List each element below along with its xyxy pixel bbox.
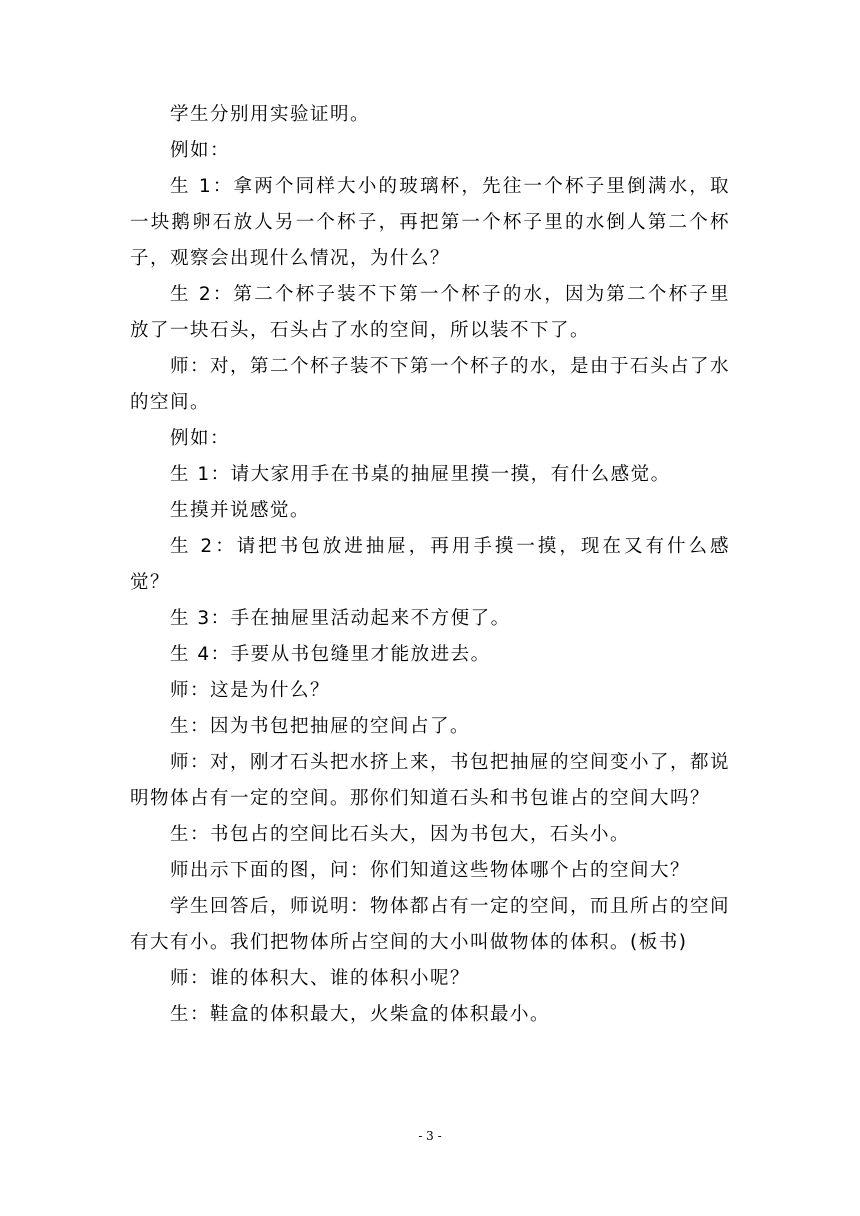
paragraph: 生 1：请大家用手在书桌的抽屉里摸一摸，有什么感觉。 xyxy=(170,464,671,485)
paragraph: 师：对，刚才石头把水挤上来，书包把抽屉的空间变小了，都说明物体占有一定的空间。那你们知道石头和书包谁占的空间大吗？ xyxy=(130,752,731,809)
paragraph: 生摸并说感觉。 xyxy=(170,500,311,521)
paragraph: 例如： xyxy=(170,428,231,449)
paragraph: 例如： xyxy=(170,140,231,161)
paragraph: 生 2：第二个杯子装不下第一个杯子的水，因为第二个杯子里放了一块石头，石头占了水的空间，所以装不下了。 xyxy=(130,284,730,341)
paragraph: 生 4：手要从书包缝里才能放进去。 xyxy=(170,644,491,665)
paragraph: 生：鞋盒的体积最大，火柴盒的体积最小。 xyxy=(170,1004,551,1025)
paragraph: 生 3：手在抽屉里活动起来不方便了。 xyxy=(170,608,511,629)
paragraph: 生 1：拿两个同样大小的玻璃杯，先往一个杯子里倒满水，取一块鹅卵石放人另一个杯子，再把第一个杯子里的水倒人第二个杯子，观察会出现什么情况，为什么？ xyxy=(130,176,730,269)
paragraph: 学生回答后，师说明：物体都占有一定的空间，而且所占的空间有大有小。我们把物体所占空间的大小叫做物体的体积。(板书) xyxy=(130,896,731,953)
document-body xyxy=(130,97,730,1033)
page-number: - 3 - xyxy=(418,1129,442,1143)
paragraph: 生：书包占的空间比石头大，因为书包大，石头小。 xyxy=(170,824,631,845)
paragraph: 师：对，第二个杯子装不下第一个杯子的水，是由于石头占了水的空间。 xyxy=(130,356,731,413)
paragraph: 生：因为书包把抽屉的空间占了。 xyxy=(170,716,471,737)
paragraph: 师出示下面的图，问：你们知道这些物体哪个占的空间大？ xyxy=(170,860,691,881)
paragraph: 生 2：请把书包放进抽屉，再用手摸一摸，现在又有什么感觉？ xyxy=(130,536,730,593)
paragraph: 学生分别用实验证明。 xyxy=(170,104,371,125)
paragraph: 师：谁的体积大、谁的体积小呢？ xyxy=(170,968,471,989)
paragraph: 师：这是为什么？ xyxy=(170,680,331,701)
